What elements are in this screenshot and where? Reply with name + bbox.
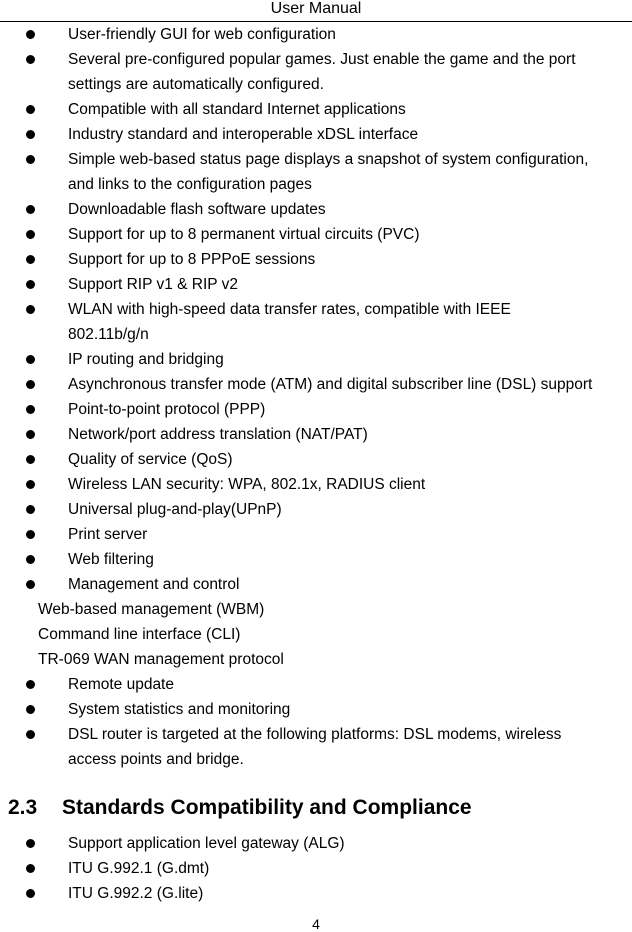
list-item-text: settings are automatically configured. [68, 76, 324, 93]
feature-item [0, 122, 632, 147]
bullet-icon [26, 272, 38, 297]
feature-item [0, 497, 632, 522]
feature-item [0, 672, 632, 697]
bullet-icon [26, 222, 38, 247]
list-item-text: Quality of service (QoS) [68, 451, 233, 468]
list-item-text: IP routing and bridging [68, 351, 224, 368]
list-item-text: Simple web-based status page displays a snapshot of system configuration, [68, 151, 589, 168]
feature-item [0, 297, 632, 347]
bullet-icon [26, 247, 38, 272]
list-item-text: Asynchronous transfer mode (ATM) and digital subscriber line (DSL) support [68, 376, 593, 393]
list-item-text: ITU G.992.2 (G.lite) [68, 885, 204, 902]
list-item-text: 802.11b/g/n [68, 326, 149, 343]
standard-item [0, 856, 632, 881]
feature-item [0, 697, 632, 722]
bullet-icon [26, 147, 38, 172]
list-item-text: Support RIP v1 & RIP v2 [68, 276, 239, 293]
list-item-text: Downloadable flash software updates [68, 201, 326, 218]
bullet-icon [26, 22, 38, 47]
bullet-icon [26, 697, 38, 722]
feature-item [0, 372, 632, 397]
section-number: 2.3 [8, 796, 38, 819]
standard-item [0, 881, 632, 906]
bullet-icon [26, 97, 38, 122]
bullet-icon [26, 572, 38, 597]
list-item-text: Support for up to 8 PPPoE sessions [68, 251, 316, 268]
list-item-text: Management and control [68, 576, 240, 593]
bullet-icon [26, 881, 38, 906]
list-item-text: Point-to-point protocol (PPP) [68, 401, 266, 418]
bullet-icon [26, 856, 38, 881]
bullet-icon [26, 422, 38, 447]
bullet-icon [26, 297, 38, 322]
feature-item [0, 222, 632, 247]
feature-item [0, 97, 632, 122]
feature-item [0, 22, 632, 47]
feature-item [0, 147, 632, 197]
bullet-icon [26, 497, 38, 522]
bullet-icon [26, 122, 38, 147]
management-sub-item: TR-069 WAN management protocol [38, 651, 284, 668]
bullet-icon [26, 197, 38, 222]
management-sub-item: Command line interface (CLI) [38, 626, 241, 643]
bullet-icon [26, 547, 38, 572]
feature-item [0, 347, 632, 372]
list-item-text: Web filtering [68, 551, 154, 568]
feature-item [0, 722, 632, 772]
feature-item [0, 447, 632, 472]
list-item-text: access points and bridge. [68, 751, 244, 768]
list-item-text: System statistics and monitoring [68, 701, 291, 718]
section-title: Standards Compatibility and Compliance [62, 796, 472, 819]
feature-item [0, 472, 632, 497]
bullet-icon [26, 831, 38, 856]
list-item-text: Network/port address translation (NAT/PAT) [68, 426, 368, 443]
feature-item [0, 572, 632, 597]
bullet-icon [26, 347, 38, 372]
list-item-text: Universal plug-and-play(UPnP) [68, 501, 282, 518]
feature-item [0, 397, 632, 422]
bullet-icon [26, 447, 38, 472]
feature-item [0, 272, 632, 297]
list-item-text: Wireless LAN security: WPA, 802.1x, RADIUS client [68, 476, 426, 493]
management-sub-item: Web-based management (WBM) [38, 601, 265, 618]
bullet-icon [26, 47, 38, 72]
list-item-text: Several pre-configured popular games. Just enable the game and the port [68, 51, 576, 68]
feature-item [0, 47, 632, 97]
list-item-text: Remote update [68, 676, 174, 693]
bullet-icon [26, 672, 38, 697]
bullet-icon [26, 522, 38, 547]
list-item-text: ITU G.992.1 (G.dmt) [68, 860, 210, 877]
standard-item [0, 831, 632, 856]
feature-item [0, 422, 632, 447]
list-item-text: Support for up to 8 permanent virtual circuits (PVC) [68, 226, 420, 243]
list-item-text: Print server [68, 526, 148, 543]
page-number: 4 [312, 916, 320, 932]
feature-item [0, 522, 632, 547]
list-item-text: WLAN with high-speed data transfer rates, compatible with IEEE [68, 301, 511, 318]
bullet-icon [26, 372, 38, 397]
list-item-text: Industry standard and interoperable xDSL interface [68, 126, 419, 143]
feature-item [0, 247, 632, 272]
feature-item [0, 547, 632, 572]
list-item-text: User-friendly GUI for web configuration [68, 26, 336, 43]
list-item-text: Support application level gateway (ALG) [68, 835, 345, 852]
list-item-text: DSL router is targeted at the following platforms: DSL modems, wireless [68, 726, 562, 743]
section-heading [8, 794, 632, 821]
list-item-text: Compatible with all standard Internet applications [68, 101, 406, 118]
bullet-icon [26, 472, 38, 497]
header-title: User Manual [270, 0, 362, 17]
bullet-icon [26, 722, 38, 747]
list-item-text: and links to the configuration pages [68, 176, 312, 193]
page-header [0, 0, 632, 22]
feature-item [0, 197, 632, 222]
bullet-icon [26, 397, 38, 422]
features-list [0, 22, 632, 906]
